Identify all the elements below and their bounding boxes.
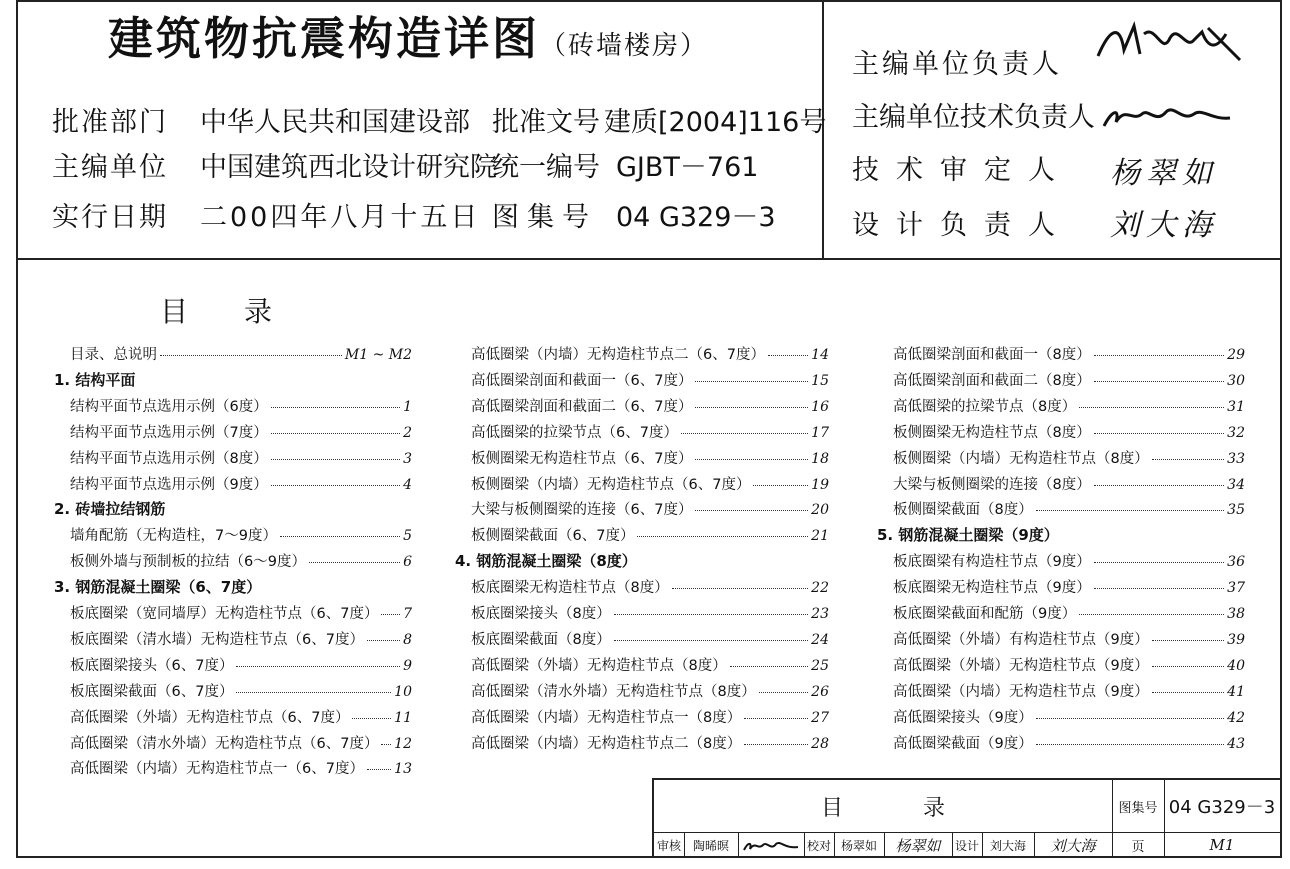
- title-block: [652, 778, 1282, 858]
- atlas-no: 04 G329－3: [616, 202, 776, 233]
- toc-entry-title: 板侧圈梁无构造柱节点（6、7度）: [471, 450, 693, 467]
- toc-entry-title: 板侧圈梁（内墙）无构造柱节点（6、7度）: [471, 476, 751, 493]
- toc-entry-page: 1: [403, 398, 412, 415]
- toc-entry-title: 板侧圈梁无构造柱节点（8度）: [893, 424, 1091, 441]
- toc-entry-page: 39: [1227, 631, 1245, 648]
- role-chief-unit-head: 主编单位负责人: [852, 49, 1062, 80]
- toc-leader-dots: [1094, 562, 1224, 563]
- toc-entry-page: 42: [1227, 709, 1245, 726]
- toc-leader-dots: [271, 459, 400, 460]
- toc-entry: [70, 628, 412, 648]
- toc-entry-title: 高低圈梁（外墙）无构造柱节点（8度）: [471, 657, 727, 674]
- toc-entry-page: 3: [403, 450, 412, 467]
- toc-entry-page: 20: [811, 502, 829, 519]
- toc-entry: [471, 576, 829, 596]
- toc-entry-title: 板底圈梁截面和配筋（9度）: [893, 606, 1077, 622]
- toc-entry-page: 19: [811, 476, 829, 493]
- toc-entry-page: 26: [811, 683, 829, 700]
- toc-entry: [893, 550, 1245, 570]
- toc-entry: [70, 757, 412, 777]
- toc-entry-title: 结构平面节点选用示例（8度）: [70, 450, 268, 467]
- role-design-lead: 设计负责人: [852, 210, 1072, 241]
- toc-entry-title: 结构平面节点选用示例（6度）: [70, 398, 268, 415]
- tb-check-label: 校对: [806, 838, 831, 853]
- unified-no-label: 统一编号: [492, 152, 600, 183]
- toc-entry-page: 24: [811, 631, 829, 648]
- approval-no-label: 批准文号: [492, 107, 600, 138]
- toc-leader-dots: [614, 640, 808, 641]
- tb-checker-signature: 杨翠如: [895, 836, 941, 855]
- toc-entry-title: 板侧外墙与预制板的拉结（6～9度）: [70, 554, 306, 571]
- toc-leader-dots: [367, 640, 400, 641]
- toc-entry-title: 高低圈梁的拉梁节点（8度）: [893, 398, 1077, 415]
- toc-entry-page: 33: [1227, 450, 1245, 467]
- toc-entry-page: 17: [811, 424, 829, 441]
- toc-entry: [893, 343, 1245, 363]
- toc-entry: [471, 706, 829, 726]
- toc-entry-title: 目录、总说明: [70, 347, 157, 363]
- toc-entry: [70, 447, 412, 467]
- toc-entry-page: 16: [811, 398, 829, 415]
- toc-entry-title: 高低圈梁（内墙）无构造柱节点二（8度）: [471, 735, 742, 752]
- toc-leader-dots: [1079, 614, 1224, 615]
- toc-leader-dots: [352, 718, 391, 719]
- toc-entry: [893, 602, 1245, 622]
- toc-entry-page: 36: [1227, 554, 1245, 571]
- toc-leader-dots: [759, 692, 808, 693]
- toc-entry: [70, 602, 412, 622]
- toc-entry: [70, 680, 412, 700]
- toc-entry-title: 板侧圈梁（内墙）无构造柱节点（8度）: [893, 450, 1149, 467]
- toc-entry-title: 高低圈梁剖面和截面一（6、7度）: [471, 372, 693, 389]
- toc-leader-dots: [271, 485, 400, 486]
- effective-date-label: 实行日期: [52, 202, 168, 233]
- toc-entry-page: 14: [811, 347, 829, 363]
- toc-entry-page: 41: [1227, 683, 1245, 700]
- toc-entry: [893, 732, 1245, 752]
- toc-entry: [471, 680, 829, 700]
- toc-entry-title: 板底圈梁无构造柱节点（9度）: [893, 580, 1091, 597]
- toc-leader-dots: [271, 433, 400, 434]
- toc-entry-title: 高低圈梁剖面和截面二（6、7度）: [471, 398, 693, 415]
- signature-chief-unit-head: [1090, 20, 1250, 64]
- tb-atlas-no: 04 G329－3: [1168, 797, 1276, 818]
- toc-entry-title: 高低圈梁（内墙）无构造柱节点一（8度）: [471, 709, 742, 726]
- toc-leader-dots: [1152, 459, 1224, 460]
- toc-leader-dots: [1094, 588, 1224, 589]
- toc-leader-dots: [695, 459, 808, 460]
- tb-designer-signature: 刘大海: [1050, 836, 1096, 855]
- toc-leader-dots: [1152, 692, 1224, 693]
- toc-entry: [70, 524, 412, 544]
- tb-review-label: 审核: [656, 838, 681, 853]
- role-tech-reviewer: 技术审定人: [852, 155, 1072, 186]
- toc-entry-title: 高低圈梁的拉梁节点（6、7度）: [471, 424, 678, 441]
- approval-dept: 中华人民共和国建设部: [200, 107, 470, 138]
- toc-entry-title: 板底圈梁接头（6、7度）: [70, 657, 234, 674]
- toc-entry: [893, 421, 1245, 441]
- signature-chief-unit-tech-head: [1090, 92, 1250, 136]
- toc-entry-title: 高低圈梁（外墙）无构造柱节点（6、7度）: [70, 709, 350, 726]
- toc-entry-page: 12: [394, 735, 412, 752]
- toc-leader-dots: [1079, 407, 1224, 408]
- toc-entry-page: 29: [1227, 347, 1245, 363]
- toc-entry-title: 高低圈梁（外墙）有构造柱节点（9度）: [893, 631, 1149, 648]
- unified-no: GJBT－761: [616, 152, 759, 183]
- toc-entry-title: 高低圈梁（内墙）无构造柱节点二（6、7度）: [471, 347, 765, 363]
- toc-leader-dots: [1152, 666, 1224, 667]
- toc-leader-dots: [1094, 433, 1224, 434]
- effective-date: 二00四年八月十五日: [200, 202, 481, 233]
- toc-entry: [70, 550, 412, 570]
- toc-entry-page: 21: [811, 528, 829, 545]
- toc-entry: [471, 343, 829, 363]
- toc-entry-title: 大梁与板侧圈梁的连接（8度）: [893, 476, 1091, 493]
- document-subtitle: （砖墙楼房）: [540, 31, 709, 61]
- toc-entry-page: 27: [811, 709, 829, 726]
- toc-entry-title: 高低圈梁接头（9度）: [893, 709, 1033, 726]
- toc-section-heading: 4. 钢筋混凝土圈梁（8度）: [455, 552, 637, 571]
- toc-entry-page: 31: [1227, 398, 1245, 415]
- toc-entry-page: 35: [1227, 502, 1245, 519]
- toc-entry-page: 2: [403, 424, 412, 441]
- toc-leader-dots: [1094, 485, 1224, 486]
- toc-entry: [893, 447, 1245, 467]
- toc-entry: [70, 395, 412, 415]
- tb-atlas-no-label: 图集号: [1118, 800, 1158, 816]
- toc-leader-dots: [1094, 381, 1224, 382]
- toc-entry: [471, 602, 829, 622]
- toc-leader-dots: [309, 562, 400, 563]
- toc-entry-page: 9: [403, 657, 412, 674]
- toc-entry-title: 板底圈梁（宽同墙厚）无构造柱节点（6、7度）: [70, 606, 379, 622]
- toc-leader-dots: [695, 381, 808, 382]
- editor-unit-label: 主编单位: [52, 152, 168, 183]
- toc-entry: [70, 706, 412, 726]
- toc-entry: [471, 473, 829, 493]
- toc-entry: [471, 421, 829, 441]
- tb-page: M1: [1209, 836, 1235, 854]
- toc-entry-page: M1 ~ M2: [344, 347, 412, 363]
- toc-section-heading: 5. 钢筋混凝土圈梁（9度）: [877, 526, 1059, 545]
- toc-leader-dots: [695, 407, 808, 408]
- tb-reviewer: 陶晞暝: [692, 838, 729, 853]
- toc-entry: [893, 576, 1245, 596]
- toc-entry-page: 28: [811, 735, 829, 752]
- toc-entry: [893, 680, 1245, 700]
- toc-entry-title: 高低圈梁剖面和截面二（8度）: [893, 372, 1091, 389]
- toc-entry: [471, 498, 829, 518]
- toc-leader-dots: [1094, 355, 1224, 356]
- toc-entry: [471, 732, 829, 752]
- sheet-title: 目录: [820, 795, 1025, 821]
- toc-entry: [893, 369, 1245, 389]
- toc-entry: [471, 654, 829, 674]
- approval-dept-label: 批准部门: [52, 107, 168, 138]
- toc-leader-dots: [753, 485, 808, 486]
- toc-leader-dots: [1036, 744, 1224, 745]
- toc-entry-page: 7: [403, 606, 412, 622]
- toc-entry: [893, 498, 1245, 518]
- toc-entry-title: 高低圈梁（内墙）无构造柱节点一（6、7度）: [70, 761, 364, 778]
- toc-leader-dots: [367, 769, 391, 770]
- toc-entry-page: 38: [1227, 606, 1245, 622]
- toc-entry-title: 板底圈梁无构造柱节点（8度）: [471, 580, 669, 597]
- toc-entry: [893, 473, 1245, 493]
- toc-leader-dots: [160, 355, 342, 356]
- toc-entry-page: 37: [1227, 580, 1245, 597]
- role-chief-unit-tech-head: 主编单位技术负责人: [852, 102, 1095, 133]
- toc-leader-dots: [681, 433, 808, 434]
- toc-entry: [893, 628, 1245, 648]
- toc-entry: [70, 343, 412, 363]
- toc-leader-dots: [614, 614, 808, 615]
- toc-leader-dots: [672, 588, 808, 589]
- tb-design-label: 设计: [954, 838, 979, 853]
- toc-entry-title: 板侧圈梁截面（6、7度）: [471, 528, 635, 545]
- toc-entry-title: 板底圈梁有构造柱节点（9度）: [893, 554, 1091, 571]
- toc-leader-dots: [1152, 640, 1224, 641]
- toc-leader-dots: [637, 536, 808, 537]
- toc-section-heading: 2. 砖墙拉结钢筋: [54, 500, 166, 519]
- toc-entry-page: 8: [403, 631, 412, 648]
- toc-heading: 目录: [160, 295, 329, 328]
- toc-entry: [70, 732, 412, 752]
- toc-entry-title: 板侧圈梁截面（8度）: [893, 502, 1033, 519]
- toc-entry-title: 结构平面节点选用示例（9度）: [70, 476, 268, 493]
- toc-entry-title: 高低圈梁剖面和截面一（8度）: [893, 347, 1091, 363]
- toc-entry: [893, 395, 1245, 415]
- toc-leader-dots: [695, 510, 808, 511]
- editor-unit: 中国建筑西北设计研究院: [200, 152, 497, 183]
- toc-entry-page: 25: [811, 657, 829, 674]
- toc-entry-title: 高低圈梁（内墙）无构造柱节点（9度）: [893, 683, 1149, 700]
- toc-entry-title: 结构平面节点选用示例（7度）: [70, 424, 268, 441]
- toc-leader-dots: [236, 692, 391, 693]
- toc-entry-title: 高低圈梁（清水外墙）无构造柱节点（6、7度）: [70, 735, 379, 752]
- toc-entry-page: 30: [1227, 372, 1245, 389]
- toc-leader-dots: [236, 666, 400, 667]
- toc-entry: [70, 654, 412, 674]
- toc-entry-page: 10: [394, 683, 412, 700]
- header-divider: [16, 258, 1282, 260]
- toc-entry-title: 高低圈梁截面（9度）: [893, 735, 1033, 752]
- toc-leader-dots: [744, 718, 808, 719]
- signature-tech-reviewer: 杨翠如: [1110, 156, 1218, 191]
- tb-page-label: 页: [1131, 839, 1145, 855]
- toc-leader-dots: [381, 744, 391, 745]
- toc-entry-page: 34: [1227, 476, 1245, 493]
- toc-entry: [893, 706, 1245, 726]
- toc-entry-title: 墙角配筋（无构造柱，7～9度）: [70, 528, 277, 545]
- toc-entry-page: 11: [394, 709, 412, 726]
- toc-entry-page: 6: [403, 554, 412, 571]
- toc-entry-page: 4: [403, 476, 412, 493]
- toc-leader-dots: [280, 536, 400, 537]
- signature-design-lead: 刘大海: [1110, 208, 1218, 243]
- toc-entry: [70, 421, 412, 441]
- toc-leader-dots: [1036, 510, 1224, 511]
- tb-checker: 杨翠如: [840, 838, 877, 853]
- toc-entry: [471, 524, 829, 544]
- toc-entry-title: 板底圈梁截面（8度）: [471, 631, 611, 648]
- toc-entry-title: 板底圈梁截面（6、7度）: [70, 683, 234, 700]
- toc-entry-page: 40: [1227, 657, 1245, 674]
- toc-entry-page: 5: [403, 528, 412, 545]
- toc-leader-dots: [381, 614, 400, 615]
- toc-entry-page: 23: [811, 606, 829, 622]
- toc-section-heading: 3. 钢筋混凝土圈梁（6、7度）: [54, 578, 262, 597]
- toc-entry-title: 板底圈梁接头（8度）: [471, 606, 611, 622]
- toc-entry-title: 板底圈梁（清水墙）无构造柱节点（6、7度）: [70, 631, 364, 648]
- toc-entry-page: 32: [1227, 424, 1245, 441]
- toc-entry-page: 22: [811, 580, 829, 597]
- toc-entry: [471, 447, 829, 467]
- tb-designer: 刘大海: [989, 838, 1026, 853]
- toc-entry-title: 大梁与板侧圈梁的连接（6、7度）: [471, 502, 693, 519]
- toc-entry-page: 15: [811, 372, 829, 389]
- toc-entry-page: 13: [394, 761, 412, 778]
- toc-leader-dots: [744, 744, 808, 745]
- toc-entry: [471, 369, 829, 389]
- toc-entry-page: 43: [1227, 735, 1245, 752]
- toc-entry: [893, 654, 1245, 674]
- toc-entry: [471, 395, 829, 415]
- atlas-no-label: 图集号: [492, 202, 597, 233]
- toc-entry-title: 高低圈梁（外墙）无构造柱节点（9度）: [893, 657, 1149, 674]
- toc-leader-dots: [271, 407, 400, 408]
- toc-leader-dots: [768, 355, 808, 356]
- toc-leader-dots: [1036, 718, 1224, 719]
- toc-entry: [70, 473, 412, 493]
- toc-entry: [471, 628, 829, 648]
- toc-entry-page: 18: [811, 450, 829, 467]
- toc-section-heading: 1. 结构平面: [54, 370, 136, 389]
- document-title: 建筑物抗震构造详图（砖墙楼房）: [108, 12, 709, 65]
- tb-reviewer-signature: [738, 832, 804, 858]
- toc-leader-dots: [730, 666, 808, 667]
- toc-entry-title: 高低圈梁（清水外墙）无构造柱节点（8度）: [471, 683, 756, 700]
- approval-no: 建质[2004]116号: [604, 107, 827, 138]
